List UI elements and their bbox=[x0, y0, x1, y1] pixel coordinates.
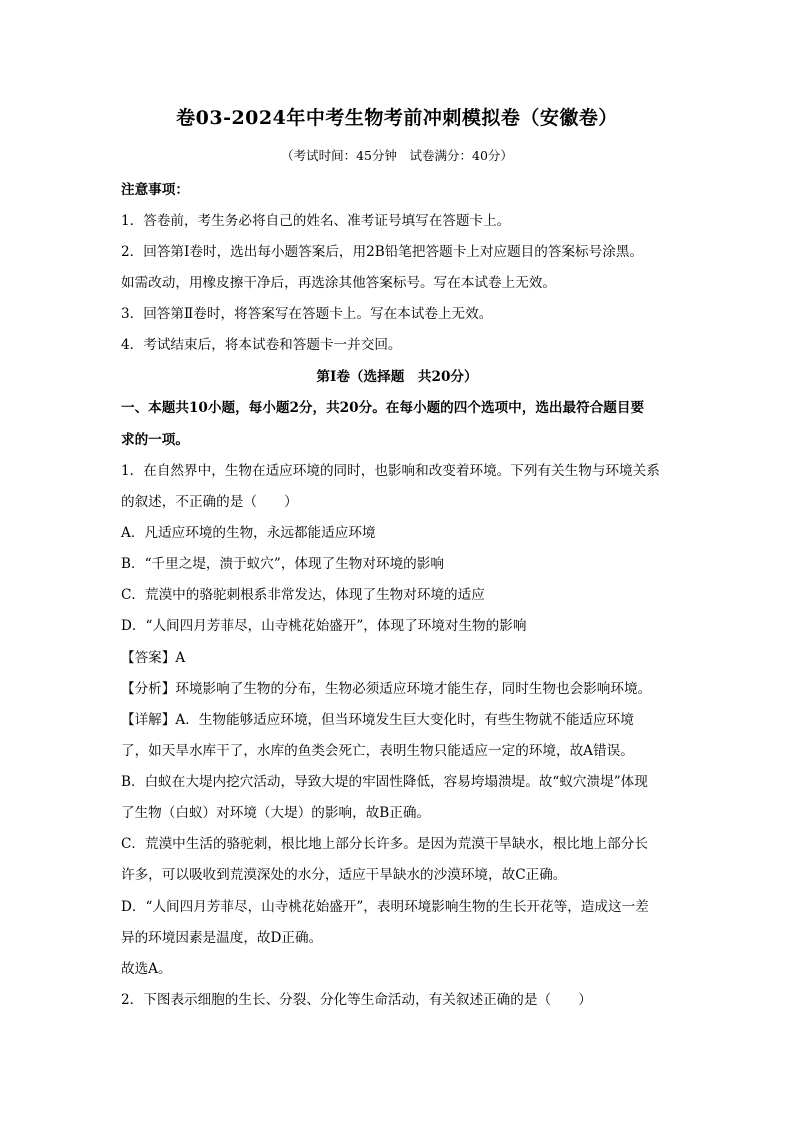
notice-item: 1．答卷前，考生务必将自己的姓名、准考证号填写在答题卡上。 bbox=[121, 213, 511, 229]
detail-line: B．白蚁在大堤内挖穴活动，导致大堤的牢固性降低，容易垮塌溃堤。故“蚁穴溃堤”体现 bbox=[121, 774, 648, 790]
notice-heading: 注意事项： bbox=[121, 182, 189, 198]
option-b: B．“千里之堤，溃于蚁穴”，体现了生物对环境的影响 bbox=[121, 556, 444, 572]
question-1-stem: 1．在自然界中，生物在适应环境的同时，也影响和改变着环境。下列有关生物与环境关系 bbox=[121, 463, 660, 479]
detail-line: 了，如天旱水库干了，水库的鱼类会死亡，表明生物只能适应一定的环境，故A错误。 bbox=[121, 743, 634, 759]
notice-item: 如需改动，用橡皮擦干净后，再选涂其他答案标号。写在本试卷上无效。 bbox=[121, 275, 556, 291]
detail-line: 许多，可以吸收到荒漠深处的水分，适应干旱缺水的沙漠环境，故C正确。 bbox=[121, 867, 567, 883]
section-title: 第Ⅰ卷（选择题 共20分） bbox=[316, 369, 478, 385]
notice-item: 3．回答第Ⅱ卷时，将答案写在答题卡上。写在本试卷上无效。 bbox=[121, 306, 493, 322]
page-title: 卷03-2024年中考生物考前冲刺模拟卷（安徽卷） bbox=[176, 107, 618, 129]
notice-item: 4．考试结束后，将本试卷和答题卡一并交回。 bbox=[121, 337, 402, 353]
exam-info: （考试时间：45分钟 试卷满分：40分） bbox=[281, 148, 513, 163]
section-instruction: 求的一项。 bbox=[121, 432, 189, 448]
question-2-stem: 2．下图表示细胞的生长、分裂、分化等生命活动，有关叙述正确的是（ ） bbox=[121, 992, 592, 1008]
conclusion-line: 故选A。 bbox=[121, 961, 172, 977]
detail-line: 异的环境因素是温度，故D正确。 bbox=[121, 930, 323, 946]
answer-line: 【答案】A bbox=[121, 650, 186, 666]
detail-line: C．荒漠中生活的骆驼刺，根比地上部分长许多。是因为荒漠干旱缺水，根比地上部分长 bbox=[121, 836, 648, 852]
option-d: D．“人间四月芳菲尽，山寺桃花始盛开”，体现了环境对生物的影响 bbox=[121, 618, 527, 634]
section-instruction: 一、本题共10小题，每小题2分，共20分。在每小题的四个选项中，选出最符合题目要 bbox=[121, 400, 645, 416]
notice-item: 2．回答第Ⅰ卷时，选出每小题答案后，用2B铅笔把答题卡上对应题目的答案标号涂黑。 bbox=[121, 244, 644, 260]
detail-line: D．“人间四月芳菲尽，山寺桃花始盛开”，表明环境影响生物的生长开花等，造成这一差 bbox=[121, 899, 649, 915]
option-a: A．凡适应环境的生物，永远都能适应环境 bbox=[121, 525, 376, 541]
detail-line: 了生物（白蚁）对环境（大堤）的影响，故B正确。 bbox=[121, 805, 431, 821]
analysis-line: 【分析】环境影响了生物的分布，生物必须适应环境才能生存，同时生物也会影响环境。 bbox=[121, 681, 652, 697]
option-c: C．荒漠中的骆驼刺根系非常发达，体现了生物对环境的适应 bbox=[121, 587, 485, 603]
detail-line: 【详解】A．生物能够适应环境，但当环境发生巨大变化时，有些生物就不能适应环境 bbox=[121, 712, 634, 728]
question-1-stem: 的叙述，不正确的是（ ） bbox=[121, 494, 298, 510]
